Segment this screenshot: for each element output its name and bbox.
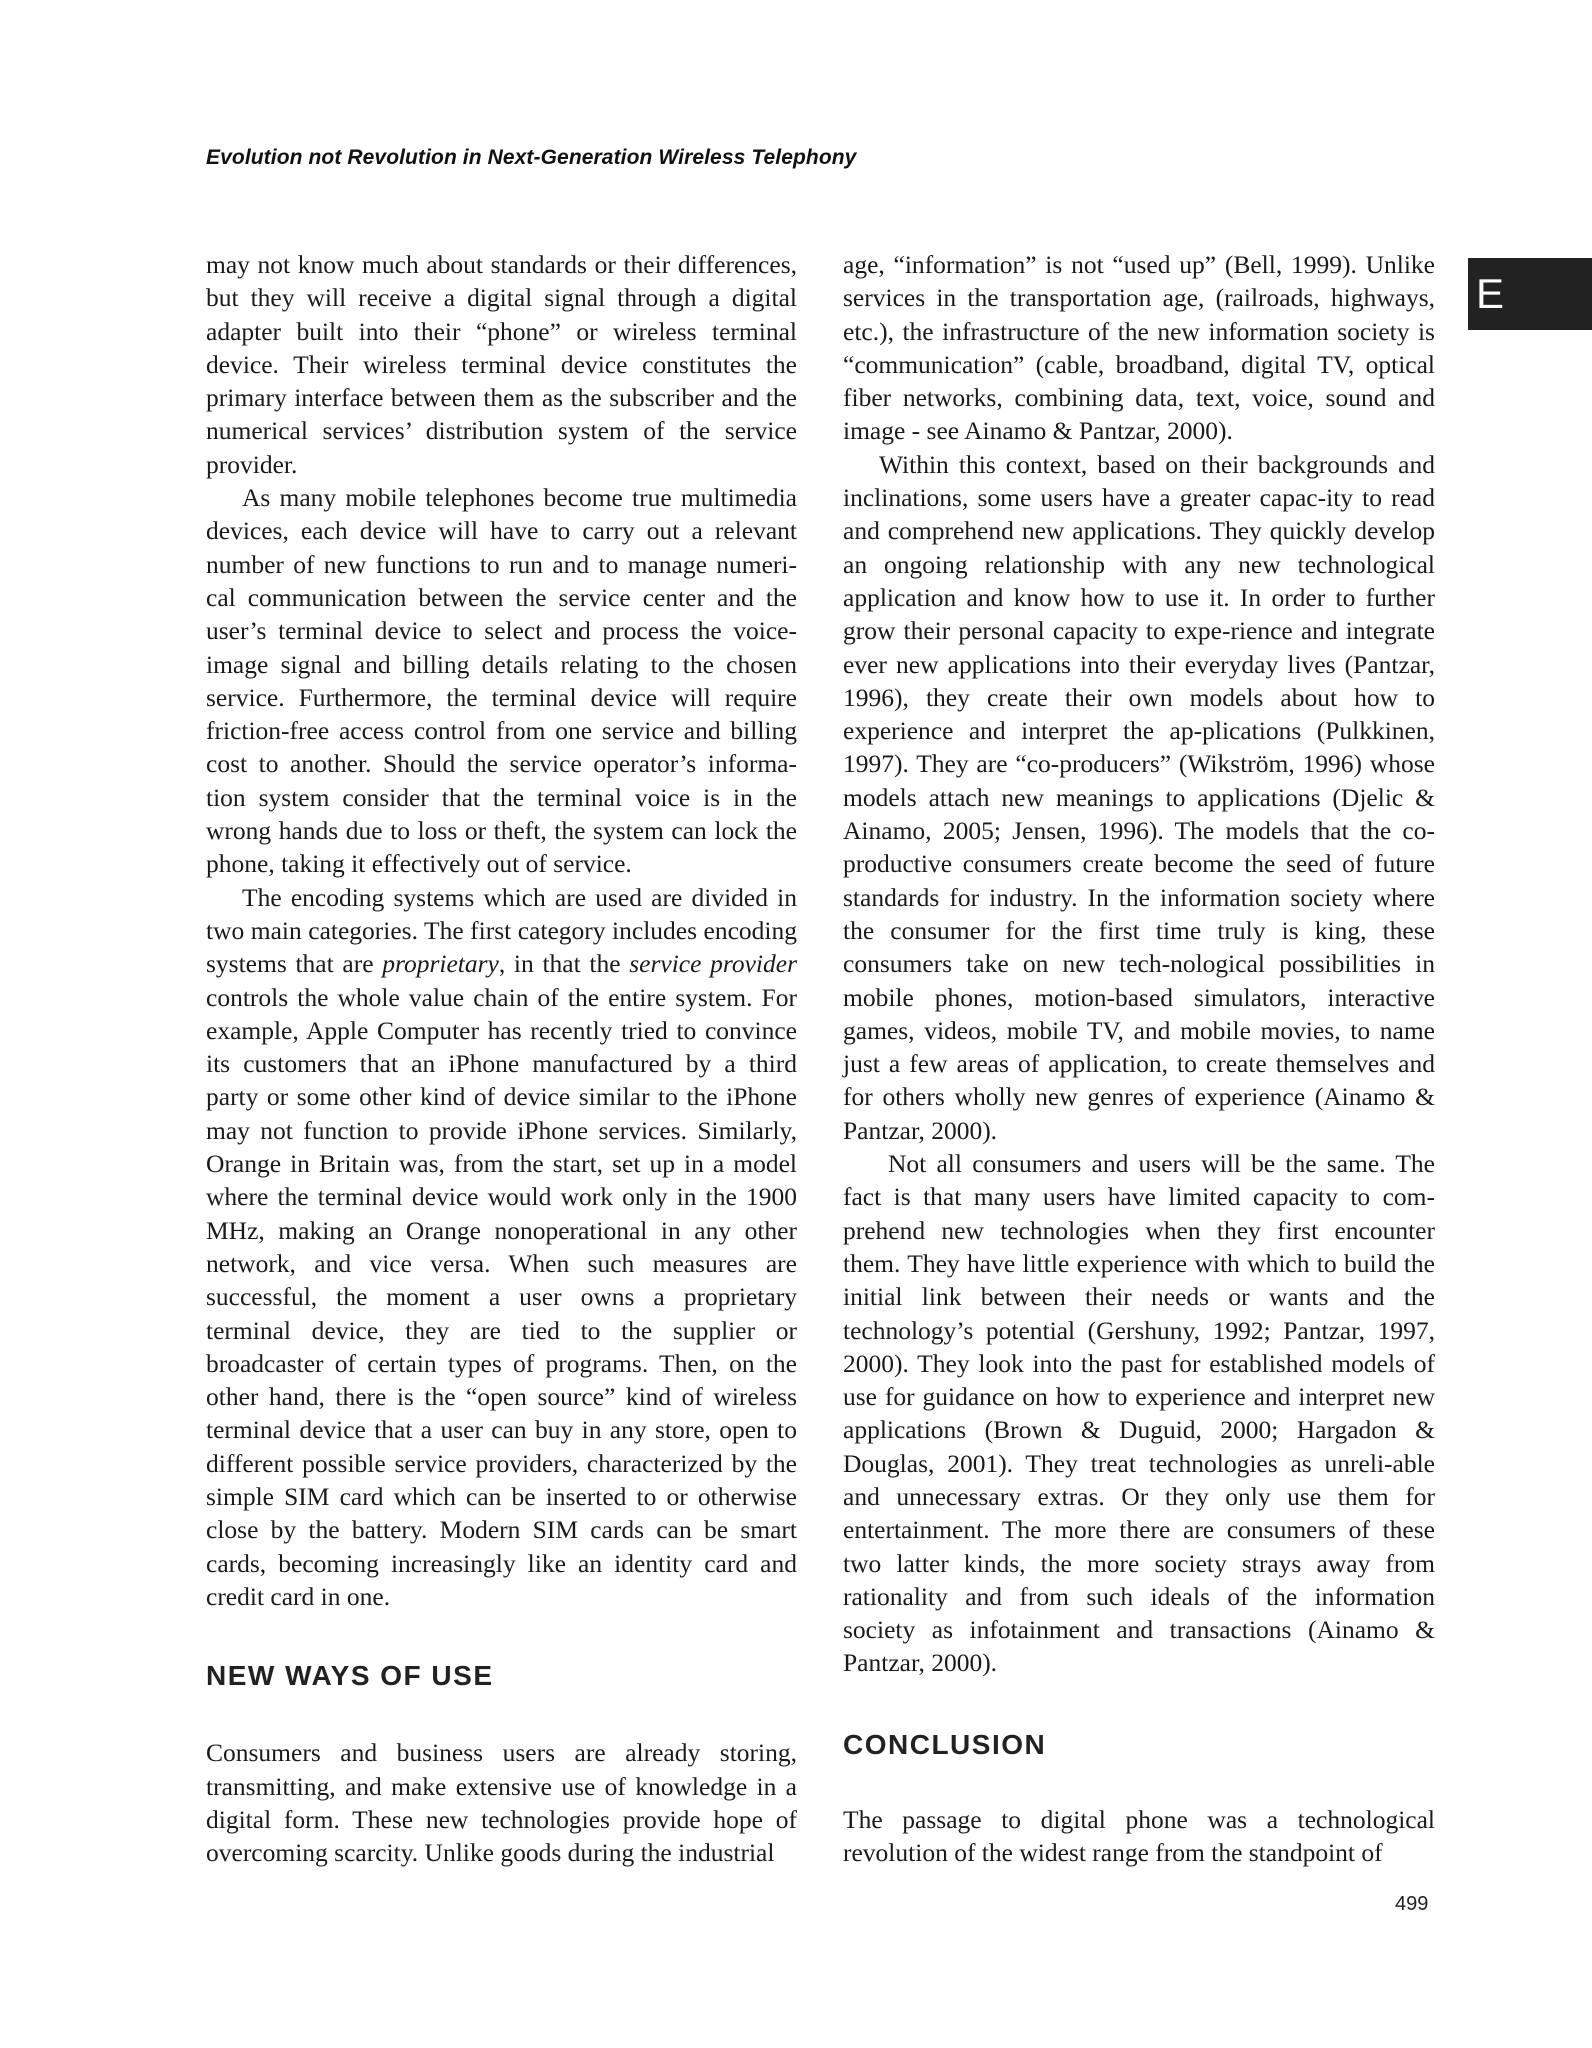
left-column (206, 248, 797, 1870)
paragraph: Not all consumers and users will be the same. The fact is that many users have limited capacity to com-prehend new technologies when they first encounter them. They have little experience with which to build the initial link between their needs or wants and the technology’s potential (Gershuny, 1992; Pantzar, 1997, 2000). They look into the past for established models of use for guidance on how to experience and interpret new applications (Brown & Duguid, 2000; Hargadon & Douglas, 2001). They treat technologies as unreli-able and unnecessary extras. Or they only use them for entertainment. The more there are consumers of these two latter kinds, the more society strays away from rationality and from such ideals of the information society as infotainment and transactions (Ainamo & Pantzar, 2000). (843, 1149, 1435, 1678)
paragraph-text: , in that the (498, 949, 630, 979)
paragraph: may not know much about standards or their differences, but they will receive a digital signal through a digital adapter built into their “phone” or wireless terminal device. Their wireless terminal device constitutes the primary interface between them as the subscriber and the numerical services’ distribution system of the service provider. (206, 250, 797, 479)
paragraph: Within this context, based on their backgrounds and inclinations, some users have a greater capac-ity to read and comprehend new applications. They quickly develop an ongoing relationship with any new technological application and know how to use it. In order to further grow their personal capacity to expe-rience and integrate ever new applications into their everyday lives (Pantzar, 1996), they create their own models about how to experience and interpret the ap-plications (Pulkkinen, 1997). They are “co-producers” (Wikström, 1996) whose models attach new meanings to applications (Djelic & Ainamo, 2005; Jensen, 1996). The models that the co-productive consumers create become the seed of future standards for industry. In the information society where the consumer for the first time truly is king, these consumers take on new tech-nological possibilities in mobile phones, motion-based simulators, interactive games, videos, mobile TV, and mobile movies, to name just a few areas of application, to create themselves and for others wholly new genres of experience (Ainamo & Pantzar, 2000). (843, 449, 1435, 1145)
emphasis-service-provider: service provider (629, 949, 798, 979)
paragraph (206, 881, 797, 1614)
section-heading-conclusion: CONCLUSION (843, 1728, 1047, 1760)
right-column (843, 248, 1435, 1870)
paragraph: The passage to digital phone was a technological revolution of the widest range from the standpoint of (843, 1805, 1435, 1868)
section-heading-new-ways-of-use: NEW WAYS OF USE (206, 1660, 494, 1692)
paragraph-text: controls the whole value chain of the entire system. For example, Apple Computer has recently tried to convince its customers that an iPhone manufactured by a third party or some other kind of device similar to the iPhone may not function to provide iPhone services. Similarly, Orange in Britain was, from the start, set up in a model where the terminal device would work only in the 1900 MHz, making an Orange nonoperational in any other network, and vice versa. When such measures are successful, the moment a user owns a proprietary terminal device, they are tied to the supplier or broadcaster of certain types of programs. Then, on the other hand, there is the “open source” kind of wireless terminal device that a user can buy in any store, open to different possible service providers, characterized by the simple SIM card which can be inserted to or otherwise close by the battery. Modern SIM cards can be smart cards, becoming increasingly like an identity card and credit card in one. (206, 982, 797, 1611)
paragraph: As many mobile telephones become true multimedia devices, each device will have to carry out a relevant number of new functions to run and to manage numeri-cal communication between the service center and the user’s terminal device to select and process the voice-image signal and billing details relating to the chosen service. Furthermore, the terminal device will require friction-free access control from one service and billing cost to another. Should the service operator’s informa-tion system consider that the terminal voice is in the wrong hands due to loss or theft, the system can lock the phone, taking it effectively out of service. (206, 483, 797, 879)
section-tab-letter: E (1476, 270, 1505, 317)
section-tab (1468, 258, 1592, 330)
running-head: Evolution not Revolution in Next-Generation Wireless Telephony (206, 146, 857, 169)
emphasis-proprietary: proprietary (382, 949, 499, 979)
paragraph-text: The encoding systems which are used are divided in two main categories. The first category includes encoding systems that are (206, 882, 797, 979)
paragraph: Consumers and business users are already storing, transmitting, and make extensive use of knowledge in a digital form. These new technologies provide hope of overcoming scarcity. Unlike goods during the industrial (206, 1738, 797, 1868)
paragraph: age, “information” is not “used up” (Bell, 1999). Unlike services in the transportation age, (railroads, highways, etc.), the infrastructure of the new information society is “communication” (cable, broadband, digital TV, optical fiber networks, combining data, text, voice, sound and image - see Ainamo & Pantzar, 2000). (843, 250, 1435, 446)
page-number: 499 (1395, 1893, 1429, 1915)
